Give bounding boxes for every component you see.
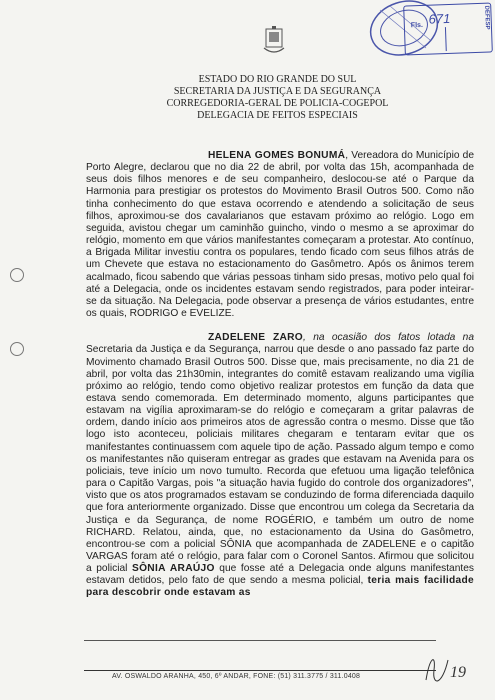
state-coat-of-arms-icon <box>262 26 286 56</box>
folio-side-text: DEFESP <box>483 5 491 30</box>
paragraph-helena <box>86 150 474 320</box>
document-header <box>0 74 495 122</box>
footer-divider <box>84 670 436 671</box>
folio-label: Fls. <box>410 21 424 30</box>
header-line-delegacia: DELEGACIA DE FEITOS ESPECIAIS <box>197 110 358 121</box>
footer-address: AV. OSWALDO ARANHA, 450, 6º ANDAR, FONE: (51) 311.3775 / 311.0408 <box>112 673 361 680</box>
binder-hole-icon <box>10 342 24 356</box>
folio-divider <box>445 27 447 51</box>
witness-name-zadelene: ZADELENE ZARO <box>208 332 304 344</box>
footer-divider-upper <box>84 640 436 641</box>
paragraph-zadelene <box>86 332 474 599</box>
header-line-corregedoria: CORREGEDORIA-GERAL DE POLICIA-COGEPOL <box>166 98 389 109</box>
paragraph-zadelene-text-1: Secretaria da Justiça e da Segurança, narrou que desde o ano passado faz parte do Movimento chamado Brasil Outros 500. Disse que, mais precisamente, no dia 21 de abril, por volta das 21h30min, integrantes do comitê estavam realizando uma vigília próximo ao relógio, tendo como objetivo realizar protestos em função da data que estava sendo comemorada. Em determinado momento, alguns participantes que estavam na vigília aproximaram-se do relógio e começaram a gritar palavras de ordem, dando início aos primeiros atos de agressão contra o mesmo. Disse que tão logo isto aconteceu, policiais militares chegaram e tentaram evitar que os manifestantes continuassem com aquele tipo de ação. Passado algum tempo e como os manifestantes não quiseram entregar as grades que estavam na Avenida para os policiais, teve início um novo tumulto. Recorda que efetuou uma ligação telefônica para o Capitão Vargas, pois "a situação havia fugido do controle dos organizadores", visto que os atos programados estavam se conduzindo de forma diferenciada daquilo que fora anteriormente organizado. Disse que encontrou um colega da Secretaria da Justiça e da Segurança, de nome ROGÉRIO, e também um outro de nome RICHARD. Relatou, ainda, que, no estacionamento da Usina do Gasômetro, encontrou-se com a policial SÔNIA que acompanhada de ZADELENE e o capitão VARGAS foram até o relógio, para falar com o Coronel Santos. Afirmou que solicitou a policial <box>86 344 474 575</box>
paragraph-zadelene-italic: , na ocasião dos fatos lotada na <box>303 332 474 344</box>
signature-icon <box>422 650 452 690</box>
binder-hole-icon <box>10 268 24 282</box>
document-body <box>86 150 474 600</box>
paragraph-zadelene-text-2: que fosse até a Delegacia onde alguns manifestantes estavam detidos, pelo fato de que sendo a mesma policial, <box>86 563 474 587</box>
folio-number: 671 <box>428 10 451 27</box>
page-number: 19 <box>450 664 466 681</box>
witness-name-helena: HELENA GOMES BONUMÁ <box>208 150 346 161</box>
paragraph-zadelene-bold-end: teria mais facilidade para descobrir onde estavam as <box>86 575 474 599</box>
folio-stamp <box>403 2 493 55</box>
paragraph-helena-text: , Vereadora do Município de Porto Alegre, declarou que no dia 22 de abril, por volta das 15h, acompanhada de seus dois filhos menores e de seu companheiro, deslocou-se até o Parque da Harmonia para prestigiar os protestos do Movimento Brasil Outros 500. Como não tinha conhecimento do que estava ocorrendo e atendendo a solicitação de seus filhos, aproximou-se dos cavalarianos que estavam próximo ao relógio. Logo em seguida, avistou chegar um caminhão guincho, vindo o mesmo a se aproximar do relógio, momento em que vários manifestantes começaram a protestar. Ato contínuo, a Brigada Militar investiu contra os populares, tendo ficado com seus filhos atrás de um Chevete que estava no estacionamento do Gasômetro. Após os ânimos terem acalmado, ficou sabendo que várias pessoas tinham sido presas, motivo pelo qual foi até a Delegacia, onde os incidentes estavam sendo registrados, para poder inteirar-se da situação. Na Delegacia, pode observar a presença de vários estudantes, entre os quais, RODRIGO e EVELIZE. <box>86 150 474 320</box>
name-sonia-araujo: SÔNIA ARAÚJO <box>131 563 215 575</box>
header-line-state: ESTADO DO RIO GRANDE DO SUL <box>198 74 357 85</box>
header-line-secretariat: SECRETARIA DA JUSTIÇA E DA SEGURANÇA <box>173 86 382 97</box>
